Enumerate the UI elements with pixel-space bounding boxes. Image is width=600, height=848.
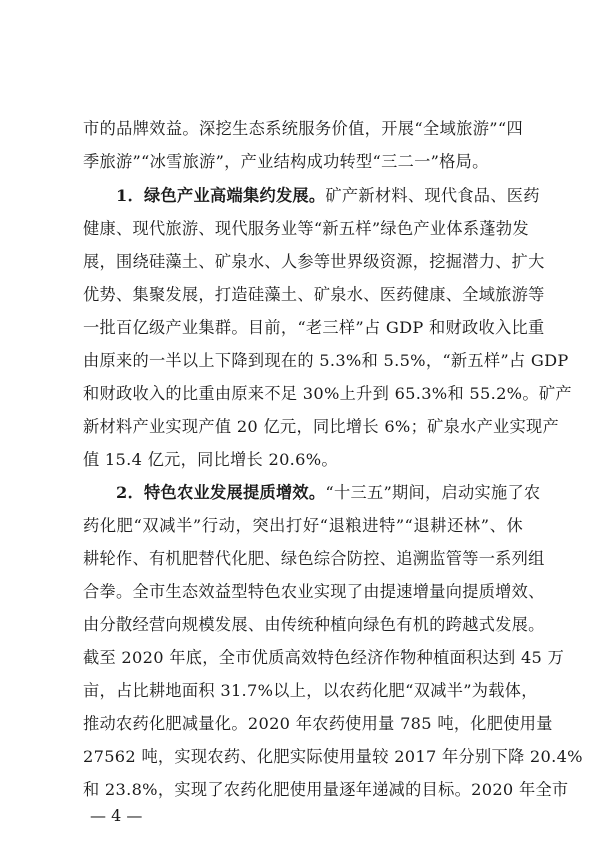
paragraph-3-line-9: 27562 吨，实现农药、化肥实际使用量较 2017 年分别下降 20.4% <box>83 747 583 766</box>
paragraph-2-line-5: 一批百亿级产业集群。目前，“老三样”占 GDP 和财政收入比重 <box>83 318 545 337</box>
paragraph-1-line-2: 季旅游”“冰雪旅游”，产业结构成功转型“三二一”格局。 <box>83 152 489 171</box>
paragraph-3-line-4: 合拳。全市生态效益型特色农业实现了由提速增量向提质增效、 <box>83 582 545 601</box>
paragraph-3-line-1 <box>116 483 541 503</box>
paragraph-3-text-start: “十三五”期间，启动实施了农 <box>325 483 541 502</box>
paragraph-3-line-7: 亩，占比耕地面积 31.7%以上，以农药化肥“双减半”为载体， <box>83 681 538 700</box>
paragraph-2-line-8: 新材料产业实现产值 20 亿元，同比增长 6%；矿泉水产业实现产 <box>83 417 560 436</box>
paragraph-3-line-2: 药化肥“双减半”行动，突出打好“退粮进特”“退耕还林”、休 <box>83 516 523 535</box>
paragraph-3-line-8: 推动农药化肥减量化。2020 年农药使用量 785 吨，化肥使用量 <box>83 714 553 733</box>
paragraph-2-line-2: 健康、现代旅游、现代服务业等“新五样”绿色产业体系蓬勃发 <box>83 219 529 238</box>
paragraph-1-line-1: 市的品牌效益。深挖生态系统服务价值，开展“全域旅游”“四 <box>83 119 523 138</box>
paragraph-2-line-1 <box>116 186 540 206</box>
paragraph-2-line-3: 展，围绕硅藻土、矿泉水、人参等世界级资源，挖掘潜力、扩大 <box>83 252 545 271</box>
paragraph-3-line-10: 和 23.8%，实现了农药化肥使用量逐年递减的目标。2020 年全市 <box>83 780 569 799</box>
paragraph-2-line-4: 优势、集聚发展，打造硅藻土、矿泉水、医药健康、全域旅游等 <box>83 285 545 304</box>
paragraph-3-line-5: 由分散经营向规模发展、由传统种植向绿色有机的跨越式发展。 <box>83 615 545 634</box>
paragraph-2-text-start: 矿产新材料、现代食品、医药 <box>325 186 540 205</box>
page-number: — 4 — <box>90 806 143 825</box>
section-heading-1: 1．绿色产业高端集约发展。 <box>116 186 326 205</box>
paragraph-2-line-6: 由原来的一半以上下降到现在的 5.3%和 5.5%，“新五样”占 GDP <box>83 351 569 370</box>
paragraph-2-line-7: 和财政收入的比重由原来不足 30%上升到 65.3%和 55.2%。矿产 <box>83 384 572 403</box>
paragraph-3-line-6: 截至 2020 年底，全市优质高效特色经济作物种植面积达到 45 万 <box>83 648 565 667</box>
section-heading-2: 2．特色农业发展提质增效。 <box>116 483 326 502</box>
paragraph-2-line-9: 值 15.4 亿元，同比增长 20.6%。 <box>83 450 338 469</box>
paragraph-3-line-3: 耕轮作、有机肥替代化肥、绿色综合防控、追溯监管等一系列组 <box>83 549 545 568</box>
